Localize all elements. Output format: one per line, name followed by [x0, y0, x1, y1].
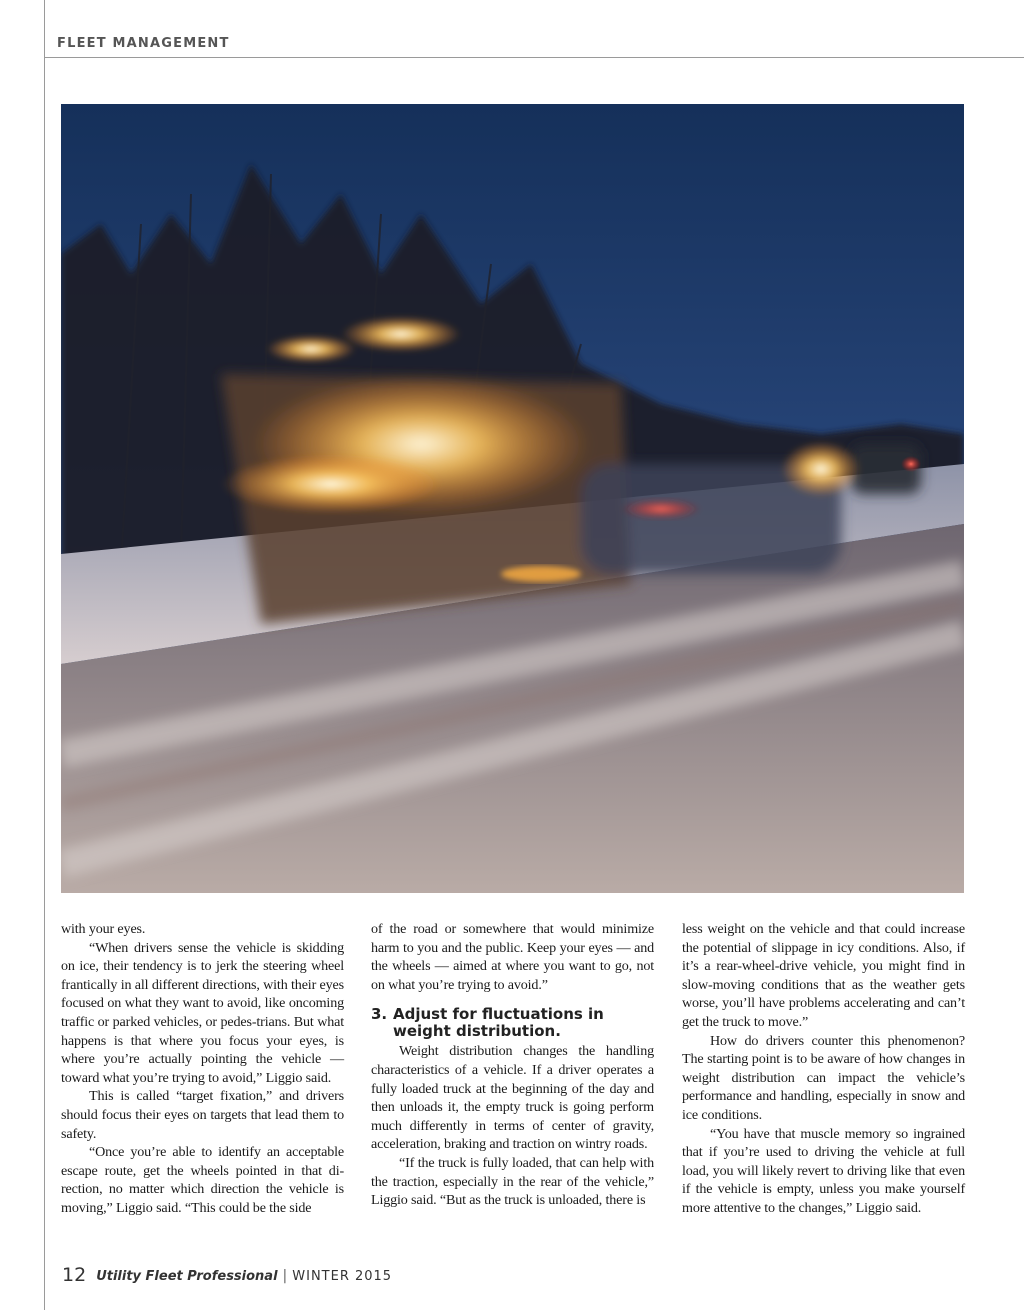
subheading-line-1: Adjust for fluctuations in: [393, 1005, 604, 1024]
subheading-number: 3.: [371, 1005, 388, 1024]
left-margin-rule: [44, 0, 45, 1310]
paragraph: This is called “target fixation,” and drivers should focus their eyes on targets that lead them to safety.: [61, 1088, 344, 1142]
paragraph: “Once you’re able to identify an acceptable escape route, get the wheels pointed in that di-rection, no matter which direction the vehicle is moving,” Liggio said. “This could be the side: [61, 1144, 344, 1216]
paragraph: less weight on the vehicle and that could increase the potential of slippage in icy conditions. Also, if it’s a rear-wheel-drive vehicle, you might find in slow-moving conditions that as the weather gets worse, you’ll have problems accelerating and can’t get the truck to move.”: [682, 921, 965, 1030]
page-footer: [62, 1264, 392, 1286]
paragraph: “If the truck is fully loaded, that can help with the traction, especially in the rear of the vehicle,” Liggio said. “But as the truck is unloaded, there is: [371, 1154, 654, 1209]
subheading-line-2: weight distribution.: [393, 1022, 561, 1041]
paragraph: “You have that muscle memory so ingrained that if you’re used to driving the vehicle at full load, you will likely revert to driving like that even if the vehicle is empty, unless you make yourself more attentive to the changes,” Liggio said.: [682, 1125, 965, 1216]
paragraph: Weight distribution changes the handling characteristics of a vehicle. If a driver operates a fully loaded truck at the beginning of the day and then unloads it, the empty truck is going perform much differently in terms of center of gravity, acceleration, braking and traction on wintry roads.: [371, 1043, 654, 1153]
article-column-2: [371, 920, 654, 1210]
header-rule: [44, 57, 1024, 58]
footer-separator: |: [282, 1268, 288, 1284]
paragraph: “When drivers sense the vehicle is skidding on ice, their tendency is to jerk the steering wheel frantically in all different directions, with their eyes focused on what they want to avoid, like oncoming traffic or parked vehicles, or pedes-trians. But what happens is that where you focus your eyes, is where you’re actually pointing the vehicle — toward what you’re trying to avoid,” Liggio said.: [61, 939, 344, 1086]
paragraph: of the road or somewhere that would minimize harm to you and the public. Keep your eyes — and the wheels — aimed at where you want to go, not on what you’re trying to avoid.”: [371, 921, 654, 993]
paragraph: with your eyes.: [61, 921, 146, 937]
article-column-1: [61, 920, 344, 1218]
publication-name: Utility Fleet Professional: [96, 1269, 278, 1284]
issue-label: WINTER 2015: [292, 1269, 393, 1284]
paragraph: How do drivers counter this phenomenon? The starting point is to be aware of how changes in weight distribution can impact the vehicle’s performance and handling, especially in snow and ice conditions.: [682, 1032, 965, 1123]
winter-road-traffic-photo: [61, 104, 964, 893]
section-subheading: [371, 1006, 654, 1040]
section-label: FLEET MANAGEMENT: [57, 36, 230, 51]
article-column-3: [682, 920, 965, 1218]
page-number: 12: [62, 1264, 87, 1286]
